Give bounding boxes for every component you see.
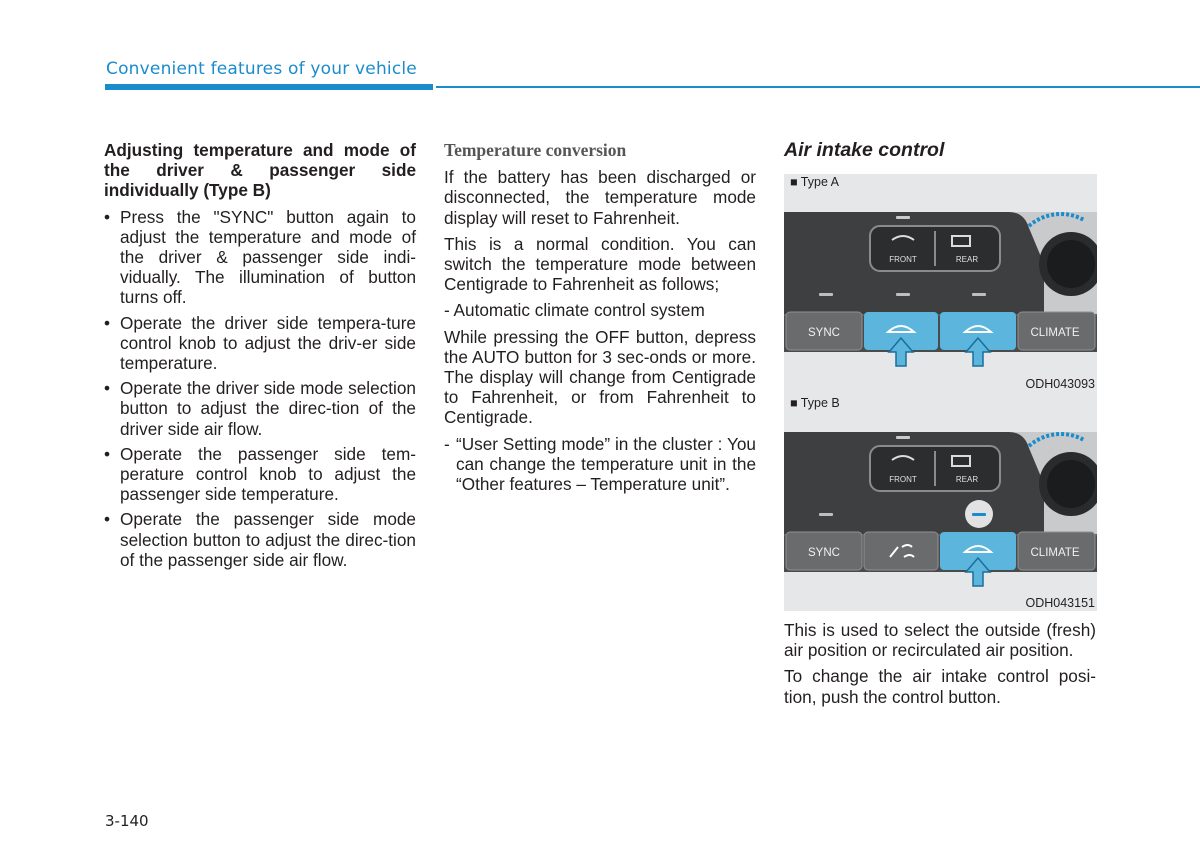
climate-button-label: CLIMATE [1030,327,1080,339]
sync-button-label: SYNC [808,327,840,339]
column-left [104,138,416,575]
indicator-light [819,513,833,516]
figure-label-type-a: ■ Type A [790,175,840,189]
front-button-label: FRONT [889,475,917,484]
climate-panel-type-a [784,204,1097,379]
subsection-heading: Adjusting temperature and mode of the driver & passenger side individually (Type B) [104,140,416,201]
air-intake-title: Air intake control [784,139,945,161]
indicator-light [819,293,833,296]
list-item: • Operate the driver side tempera-ture control knob to adjust the driv-er side temperature. [104,313,416,374]
list-item: • Operate the driver side mode selection button to adjust the direc-tion of the driver side air flow. [104,378,416,439]
instruction-list [104,207,416,570]
indicator-light [896,436,910,439]
figure-code-type-a: ODH043093 [1025,377,1095,391]
list-item: • Operate the passenger side mode selection button to adjust the direc-tion of the passenger side air flow. [104,509,416,570]
sync-button-label: SYNC [808,547,840,559]
dash-marker: - [444,433,450,454]
air-intake-description [784,620,1096,713]
column-middle [444,138,756,500]
temperature-conversion-heading: Temperature conversion [444,140,627,160]
paragraph: To change the air intake control posi-tion, push the control button. [784,666,1096,707]
rear-button-label: REAR [955,255,979,264]
indicator-light [896,293,910,296]
paragraph: While pressing the OFF button, depress the AUTO button for 3 sec-onds or more. The display will change from Centigrade to Fahrenheit, or from Fahrenheit to Centigrade. [444,326,756,428]
paragraph: If the battery has been discharged or disconnected, the temperature mode display will reset to Fahrenheit. [444,167,756,228]
dash-list-item [444,434,756,495]
header-rule-thin [436,86,1200,88]
indicator-light [972,513,986,516]
section-header-title: Convenient features of your vehicle [106,59,417,79]
dash-item-text: “User Setting mode” in the cluster : You can change the temperature unit in the “Other features – Temperature unit”. [456,433,756,495]
paragraph: - Automatic climate control system [444,300,705,321]
list-item: • Operate the passenger side tem-perature control knob to adjust the passenger side temperature. [104,444,416,505]
header-rule-thick [105,84,433,90]
figure-box [784,174,1097,611]
figure-label-type-b: ■ Type B [790,396,840,410]
indicator-light [896,216,910,219]
paragraph: This is used to select the outside (fresh) air position or recirculated air position. [784,620,1096,661]
page-number: 3-140 [105,812,149,830]
climate-panel-type-b [784,424,1097,599]
mode-button [864,532,938,570]
list-item: • Press the "SYNC" button again to adjust the temperature and mode of the driver & passenger side indi-vidually. The illumination of button turns off. [104,207,416,308]
paragraph: This is a normal condition. You can switch the temperature mode between Centigrade to Fahrenheit as follows; [444,233,756,295]
rear-button-label: REAR [955,475,979,484]
climate-button-label: CLIMATE [1030,547,1080,559]
front-button-label: FRONT [889,255,917,264]
column-right [784,138,1096,175]
indicator-light [972,293,986,296]
figure-code-type-b: ODH043151 [1025,596,1095,610]
